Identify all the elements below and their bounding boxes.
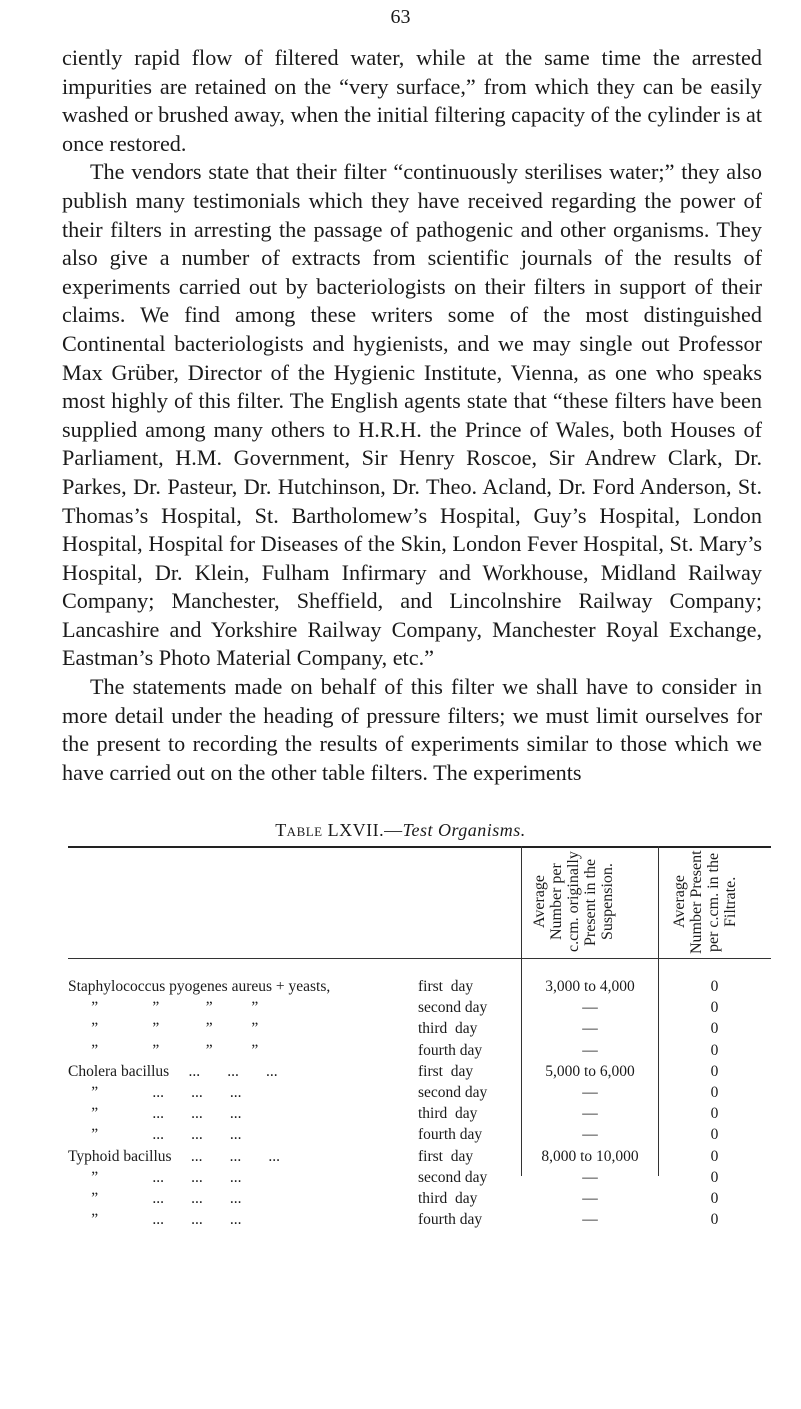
row-day: second day: [418, 999, 488, 1017]
row-day: third day: [418, 1020, 478, 1038]
row-day: first day: [418, 1062, 474, 1080]
table-row: [68, 1188, 771, 1209]
row-day: third day: [418, 1105, 478, 1123]
row-day: fourth day: [418, 1041, 483, 1059]
filtrate-count: 0: [710, 1041, 719, 1059]
row-day: first day: [418, 1147, 474, 1165]
table-caption: [0, 820, 801, 841]
original-count: 8,000 to 10,000: [541, 1147, 639, 1165]
filtrate-count: 0: [710, 1189, 719, 1207]
original-count: 5,000 to 6,000: [545, 1062, 635, 1080]
paragraph: ciently rapid flow of filtered water, while at the same time the arrested impurities are retained on the “very surface,” from which they can be easily washed or brushed away, when the initial filtering capacity of the cylinder is at once restored.: [62, 45, 762, 156]
table-header-rule: [68, 958, 771, 959]
original-count: —: [582, 1083, 598, 1101]
row-day: first day: [418, 978, 474, 995]
row-label: ” ... ... ...: [68, 1189, 242, 1207]
table-row: [68, 1082, 771, 1103]
table-row: [68, 1146, 771, 1167]
table-row: [68, 1061, 771, 1082]
original-count: —: [582, 1041, 598, 1059]
original-count: —: [582, 999, 598, 1017]
original-count: —: [582, 1189, 598, 1207]
filtrate-count: 0: [710, 978, 719, 995]
table-body: [68, 976, 771, 1230]
table-label: Table LXVII.: [275, 820, 385, 840]
filtrate-count: 0: [710, 1147, 719, 1165]
row-label: ” ” ” ”: [68, 1020, 259, 1038]
table-title: Test Organisms.: [402, 820, 526, 840]
row-label: ” ” ” ”: [68, 999, 259, 1017]
row-label: Cholera bacillus ... ... ...: [68, 1062, 278, 1080]
page-number: 63: [390, 6, 411, 28]
row-day: second day: [418, 1083, 488, 1101]
row-label: ” ... ... ...: [68, 1083, 242, 1101]
table-row: [68, 1124, 771, 1145]
table-top-rule: [68, 846, 771, 848]
column-header-filtrate: Average Number Present per c.cm. in the Filtrate.: [671, 850, 739, 954]
row-label: ” ... ... ...: [68, 1211, 242, 1229]
row-day: fourth day: [418, 1211, 483, 1229]
table-row: [68, 976, 771, 997]
filtrate-count: 0: [710, 1083, 719, 1101]
filtrate-count: 0: [710, 1062, 719, 1080]
row-label: ” ... ... ...: [68, 1105, 242, 1123]
original-count: —: [582, 1126, 598, 1144]
filtrate-count: 0: [710, 1020, 719, 1038]
row-label: ” ... ... ...: [68, 1126, 242, 1144]
filtrate-count: 0: [710, 1168, 719, 1186]
filtrate-count: 0: [710, 999, 719, 1017]
table-row: [68, 1167, 771, 1188]
original-count: —: [582, 1168, 598, 1186]
row-label: ” ” ” ”: [68, 1041, 259, 1059]
original-count: 3,000 to 4,000: [545, 978, 635, 995]
table-row: [68, 1103, 771, 1124]
row-day: second day: [418, 1168, 488, 1186]
table-row: [68, 997, 771, 1018]
filtrate-count: 0: [710, 1211, 719, 1229]
original-count: —: [582, 1105, 598, 1123]
row-label: Staphylococcus pyogenes aureus + yeasts,: [68, 978, 331, 995]
column-header-original: Average Number per c.cm. originally Present in the Suspension.: [531, 851, 616, 953]
original-count: —: [582, 1020, 598, 1038]
results-table: [68, 846, 771, 1229]
original-count: —: [582, 1211, 598, 1229]
row-day: fourth day: [418, 1126, 483, 1144]
table-row: [68, 1040, 771, 1061]
row-label: Typhoid bacillus ... ... ...: [68, 1147, 281, 1165]
row-day: third day: [418, 1189, 478, 1207]
body-text: [62, 44, 762, 787]
row-label: ” ... ... ...: [68, 1168, 242, 1186]
table-row: [68, 1018, 771, 1039]
paragraph: The vendors state that their filter “continuously sterilises water;” they also publish many testimonials which they have received regarding the power of their filters in arresting the passage of pathogenic and other organisms. They also give a number of extracts from scientific journals of the results of experiments carried out by bacteriologists on their filters in support of their claims. We find among these writers some of the most distinguished Continental bacteriologists and hygienists, and we may single out Professor Max Grüber, Director of the Hygienic Institute, Vienna, as one who speaks most highly of this filter. The English agents state that “these filters have been supplied among many others to H.R.H. the Prince of Wales, both Houses of Parliament, H.M. Government, Sir Henry Roscoe, Sir Andrew Clark, Dr. Parkes, Dr. Pasteur, Dr. Hutchinson, Dr. Theo. Acland, Dr. Ford Anderson, St. Thomas’s Hospital, St. Bartholomew’s Hospital, Guy’s Hospital, London Hospital, Hospital for Diseases of the Skin, London Fever Hospital, St. Mary’s Hospital, Dr. Klein, Fulham Infirmary and Workhouse, Midland Railway Company; Manchester, Sheffield, and Lincolnshire Railway Company; Lancashire and Yorkshire Railway Company, Manchester Royal Exchange, Eastman’s Photo Material Company, etc.”: [62, 159, 762, 671]
filtrate-count: 0: [710, 1126, 719, 1144]
paragraph: The statements made on behalf of this filter we shall have to consider in more detail under the heading of pressure filters; we must limit ourselves for the present to recording the results of experiments similar to those which we have carried out on the other table filters. The experiments: [62, 674, 762, 785]
filtrate-count: 0: [710, 1105, 719, 1123]
table-caption-dash: —: [384, 820, 403, 840]
table-row: [68, 1209, 771, 1230]
